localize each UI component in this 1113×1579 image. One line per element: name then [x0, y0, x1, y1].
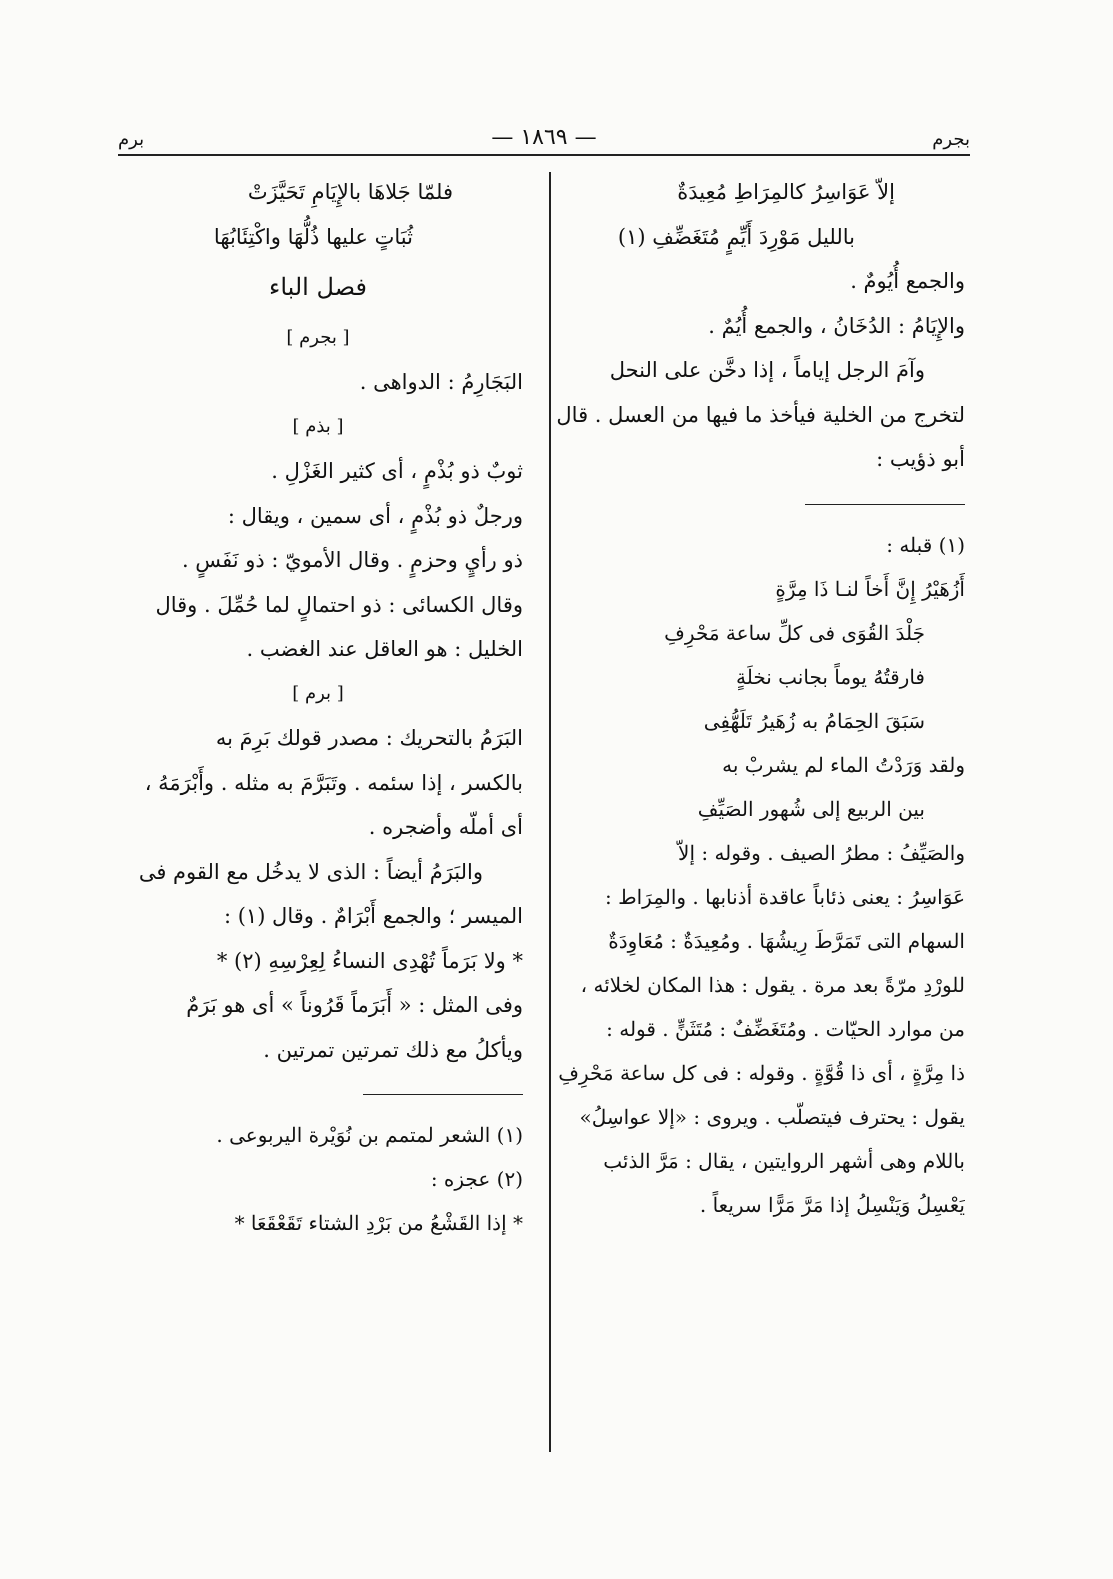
- footnote-rule: [805, 504, 965, 505]
- text-line: وآمَ الرجل إياماً ، إذا دخَّن على النحل: [609, 358, 925, 382]
- footnote-line: يَعْسِلُ وَيَنْسِلُ إذا مَرَّ مَرًّا سريعاً .: [699, 1192, 965, 1217]
- text-line: أبو ذؤيب :: [876, 447, 965, 471]
- footnote-line: أَزُهَيْرُ إِنَّ أَخاً لنـا ذَا مِرَّةٍ: [775, 576, 965, 601]
- footnote-block: [555, 523, 965, 1227]
- page-number: — ١٨٦٩ —: [491, 125, 597, 150]
- footnote-rule: [363, 1094, 523, 1095]
- right-column: [555, 170, 965, 1227]
- root-heading: [ برم ]: [292, 682, 344, 704]
- footnote-line: السهام التى تَمَرَّطَ رِيشُهَا . ومُعِيدَةٌ : مُعَاوِدَةٌ: [608, 928, 965, 953]
- header-rule: [118, 154, 970, 156]
- text-line: وفى المثل : « أَبَرَماً قَرُوناً » أى هو بَرَمٌ: [186, 993, 523, 1017]
- text-line: والإِيَامُ : الدُخَانُ ، والجمع أُيُمٌ .: [708, 313, 965, 338]
- footnote-block: [113, 1113, 523, 1245]
- text-line: أى أملّه وأضجره .: [368, 815, 523, 839]
- text-line: * ولا بَرَماً تُهْدِى النساءُ لِعِرْسِهِ (٢) *: [216, 948, 523, 973]
- text-line: ورجلٌ ذو بُذْمٍ ، أى سمين ، ويقال :: [227, 503, 523, 528]
- poem-line: فلمّا جَلاهَا بالإِيَامِ تَحَيَّزَتْ: [247, 180, 453, 204]
- text-line: ذو رأيٍ وحزمٍ . وقال الأمويّ : ذو نَفَسٍ .: [181, 548, 523, 572]
- poem-line: ثُبَاتٍ عليها ذُلُّهَا واكْتِئَابُهَا: [213, 224, 413, 249]
- footnote-line: عَوَاسِرُ : يعنى ذئاباً عاقدة أذنابها . والمِرَاط :: [605, 884, 965, 909]
- footnote-line: والصَيِّفُ : مطرُ الصيف . وقوله : إلاّ: [678, 840, 965, 865]
- footnote-line: فارقتُهُ يوماً بجانب نخلَةٍ: [735, 664, 925, 689]
- text-line: البَجَارِمُ : الدواهى .: [359, 370, 523, 394]
- text-line: بالكسر ، إذا سئمه . وتَبَرَّمَ به مثله . وأَبْرَمَهُ ،: [144, 770, 523, 795]
- footnote-line: سَبَقَ الحِمَامُ به زُهَيرُ تَلَهُّفِى: [703, 708, 925, 733]
- root-heading: [ بذم ]: [292, 415, 344, 437]
- page-header: [118, 125, 970, 155]
- footnote-line: * إذا القَشْعُ من بَرْدِ الشتاء تَقَعْقَعَا *: [234, 1211, 523, 1235]
- footnote-line: يقول : يحترف فيتصلّب . ويروى : «إلا عواسِلُ»: [579, 1104, 965, 1129]
- footnote-line: (٢) عجزه :: [430, 1167, 523, 1191]
- text-line: والبَرَمُ أيضاً : الذى لا يدخُل مع القوم فى: [138, 859, 483, 884]
- footnote-line: (١) قبله :: [886, 532, 965, 557]
- section-title: فصل الباء: [269, 273, 367, 301]
- footnote-line: من موارد الحيّات . ومُتَغَضِّفٌ : مُتَثَنٍّ . قوله :: [606, 1016, 965, 1041]
- left-column: [113, 170, 523, 1245]
- text-line: والجمع أُيُومٌ .: [850, 269, 965, 293]
- text-line: وقال الكسائى : ذو احتمالٍ لما حُمِّلَ . وقال: [155, 592, 523, 617]
- footnote-line: للورْدِ مرّةً بعد مرة . يقول : هذا المكان لخلائه ،: [580, 972, 965, 997]
- text-line: لتخرج من الخلية فيأخذ ما فيها من العسل . قال: [556, 402, 965, 427]
- text-line: ثوبٌ ذو بُذْمٍ ، أى كثير الغَزْلِ .: [271, 459, 523, 483]
- text-line: الخليل : هو العاقل عند الغضب .: [246, 637, 523, 661]
- footnote-line: (١) الشعر لمتمم بن نُوَيْرة اليربوعى .: [216, 1123, 523, 1147]
- running-head-left: برم: [118, 129, 145, 150]
- footnote-line: بين الربيع إلى شُهور الصَيِّفِ: [697, 796, 925, 821]
- text-line: البَرَمُ بالتحريك : مصدر قولك بَرِمَ به: [215, 726, 523, 750]
- poem-line: إلاّ عَوَاسِرُ كالمِرَاطِ مُعِيدَةٌ: [677, 180, 895, 204]
- running-head-right: بجرم: [932, 129, 970, 150]
- root-heading: [ بجرم ]: [286, 326, 350, 348]
- text-line: ويأكلُ مع ذلك تمرتين تمرتين .: [263, 1037, 523, 1062]
- footnote-line: ولقد وَرَدْتُ الماء لم يشربْ به: [722, 752, 965, 777]
- poem-line: بالليل مَوْرِدَ أَيِّمٍ مُتَغَضِّفِ (١): [617, 224, 855, 249]
- footnote-line: ذا مِرَّةٍ ، أى ذا قُوَّةٍ . وقوله : فى كل ساعة مَحْرِفِ: [558, 1060, 965, 1085]
- column-divider: [549, 172, 551, 1452]
- footnote-line: جَلْدَ القُوَى فى كلِّ ساعة مَحْرِفِ: [664, 620, 925, 645]
- footnote-line: باللام وهى أشهر الروايتين ، يقال : مَرَّ الذئب: [603, 1148, 965, 1173]
- text-line: الميسر ؛ والجمع أَبْرَامٌ . وقال (١) :: [223, 904, 523, 928]
